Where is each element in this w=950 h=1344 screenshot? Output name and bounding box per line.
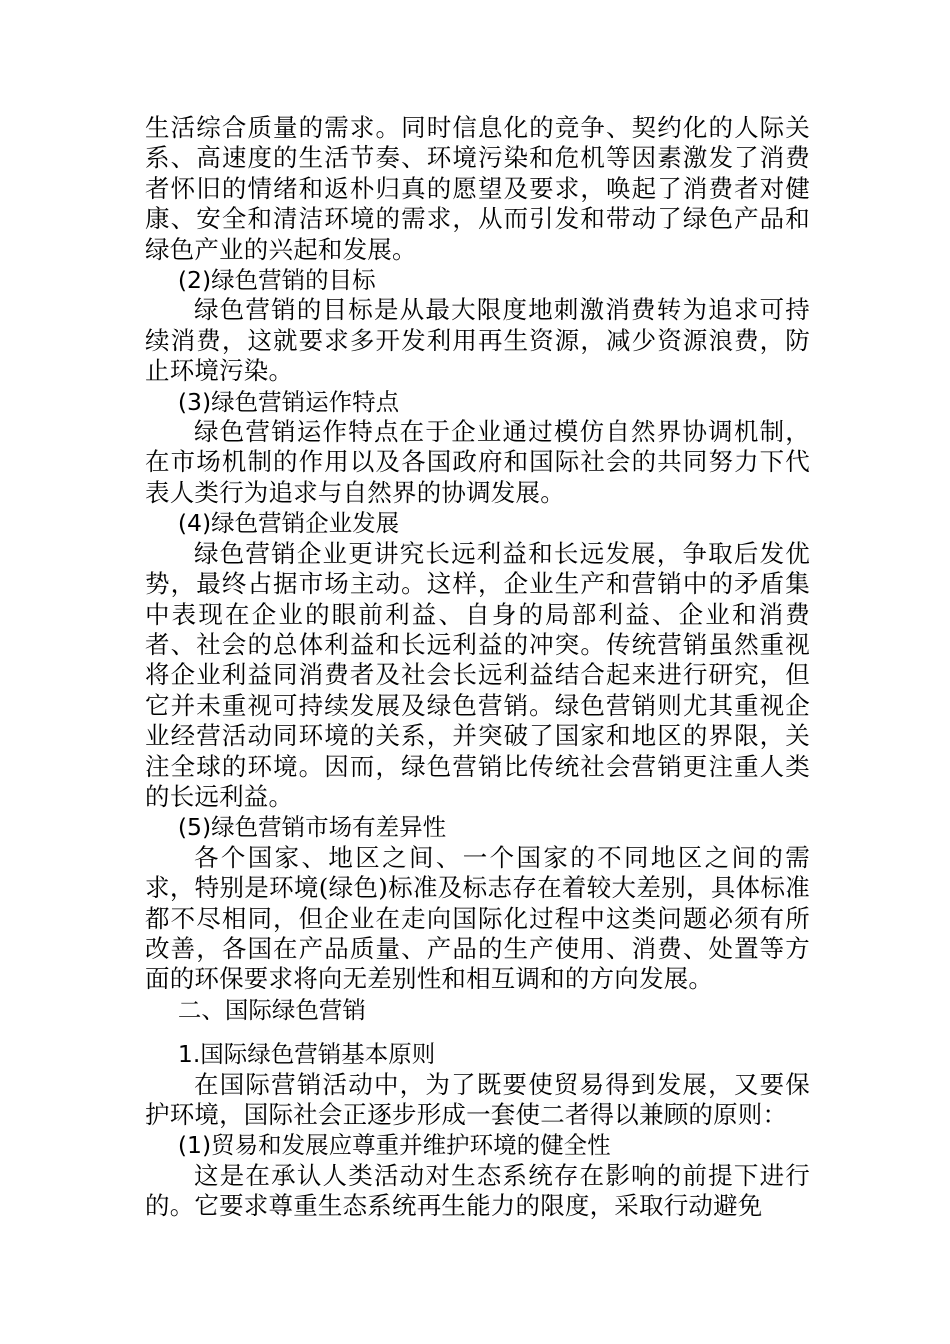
paragraph-enterprise-development: 绿色营销企业更讲究长远利益和长远发展，争取后发优势，最终占据市场主动。这样，企业生产和营销中的矛盾集中表现在企业的眼前利益、自身的局部利益、企业和消费者、社会的总体利益和长远利益的冲突。传统营销虽然重视将企业利益同消费者及社会长远利益结合起来进行研究，但它并未重视可持续发展及绿色营销。绿色营销则尤其重视企业经营活动同环境的关系，并突破了国家和地区的界限，关注全球的环境。因而，绿色营销比传统社会营销更注重人类的长远利益。 bbox=[145, 538, 810, 811]
paragraph-basic-principles: 在国际营销活动中，为了既要使贸易得到发展，又要保护环境，国际社会正逐步形成一套使二者得以兼顾的原则： bbox=[145, 1069, 810, 1129]
paragraph-green-marketing-goal: 绿色营销的目标是从最大限度地刺激消费转为追求可持续消费，这就要求多开发利用再生资源，减少资源浪费，防止环境污染。 bbox=[145, 295, 810, 386]
heading-enterprise-development: (4)绿色营销企业发展 bbox=[177, 509, 400, 538]
paragraph-market-differences: 各个国家、地区之间、一个国家的不同地区之间的需求，特别是环境(绿色)标准及标志存在着较大差别，具体标准都不尽相同，但企业在走向国际化过程中这类问题必须有所改善，各国在产品质量、产品的生产使用、消费、处置等方面的环保要求将向无差别性和相互调和的方向发展。 bbox=[145, 842, 810, 994]
paragraph-operation-features: 绿色营销运作特点在于企业通过模仿自然界协调机制，在市场机制的作用以及各国政府和国际社会的共同努力下代表人类行为追求与自然界的协调发展。 bbox=[145, 417, 810, 507]
section-title-international-green-marketing: 二、国际绿色营销 bbox=[177, 995, 366, 1024]
heading-basic-principles: 1.国际绿色营销基本原则 bbox=[177, 1040, 436, 1069]
heading-operation-features: (3)绿色营销运作特点 bbox=[177, 387, 400, 416]
paragraph-intro-continued: 生活综合质量的需求。同时信息化的竞争、契约化的人际关系、高速度的生活节奏、环境污染和危机等因素激发了消费者怀旧的情绪和返朴归真的愿望及要求，唤起了消费者对健康、安全和清洁环境的需求，从而引发和带动了绿色产品和绿色产业的兴起和发展。 bbox=[145, 113, 810, 264]
paragraph-trade-respect-environment: 这是在承认人类活动对生态系统存在影响的前提下进行的。它要求尊重生态系统再生能力的限度，采取行动避免 bbox=[145, 1160, 810, 1221]
heading-green-marketing-goal: (2)绿色营销的目标 bbox=[177, 266, 376, 295]
heading-market-differences: (5)绿色营销市场有差异性 bbox=[177, 813, 447, 842]
heading-trade-respect-environment: (1)贸易和发展应尊重并维护环境的健全性 bbox=[177, 1131, 611, 1160]
document-page bbox=[145, 113, 810, 1222]
